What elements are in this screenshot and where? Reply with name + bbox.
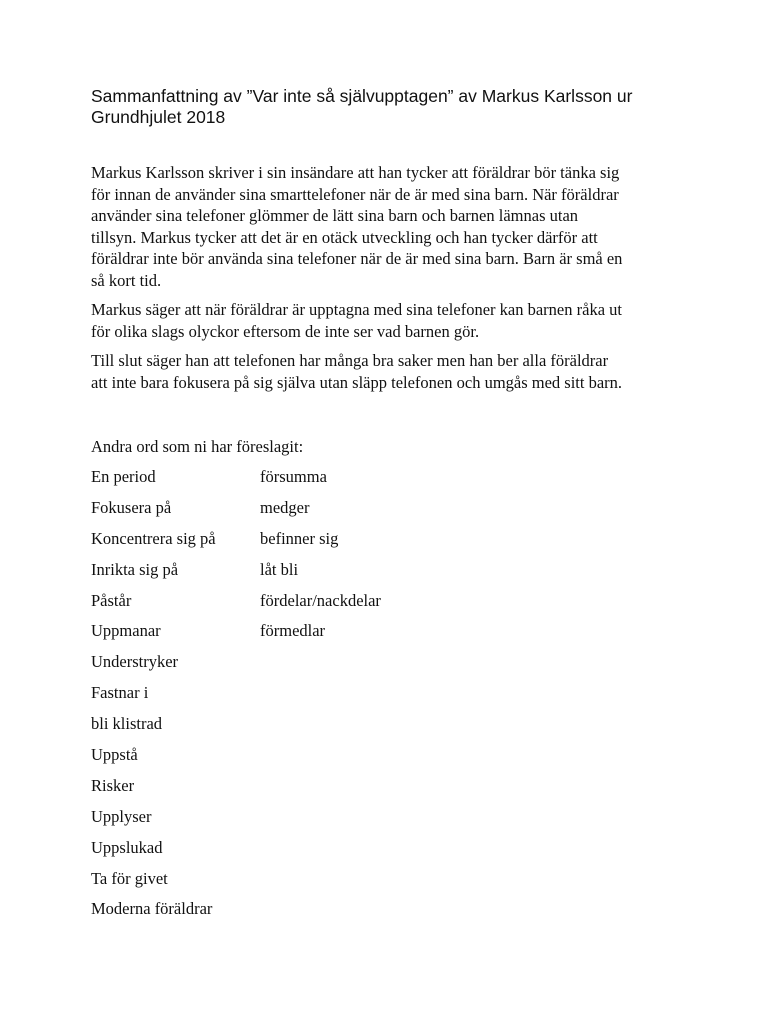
word-term: Ta för givet — [91, 868, 168, 888]
paragraph-line: för olika slags olyckor eftersom de inte ser vad barnen gör. — [91, 321, 480, 341]
word-alternative: försumma — [260, 467, 327, 486]
word-row — [91, 559, 611, 590]
paragraph-line: Markus Karlsson skriver i sin insändare att han tycker att föräldrar bör tänka sig — [91, 163, 620, 182]
word-term: En period — [91, 467, 156, 486]
word-row — [91, 837, 611, 868]
word-term: Koncentrera sig på — [91, 528, 216, 548]
word-row — [91, 528, 611, 559]
word-term: Moderna föräldrar — [91, 899, 213, 919]
word-term: Fastnar i — [91, 683, 149, 703]
title-line: Grundhjulet 2018 — [91, 107, 226, 127]
word-term: Risker — [91, 775, 135, 795]
paragraph-line: så kort tid. — [91, 270, 162, 290]
word-term: Fokusera på — [91, 497, 172, 517]
document-title — [91, 86, 691, 128]
word-row — [91, 713, 611, 744]
word-alternative: låt bli — [260, 559, 299, 579]
word-row — [91, 898, 611, 929]
paragraph-1 — [91, 162, 691, 291]
paragraph-line: använder sina telefoner glömmer de lätt sina barn och barnen lämnas utan — [91, 206, 579, 225]
word-term: Uppslukad — [91, 837, 163, 857]
word-list-heading: Andra ord som ni har föreslagit: — [91, 437, 304, 456]
word-term: Uppstå — [91, 745, 138, 765]
word-row — [91, 466, 611, 497]
word-row — [91, 775, 611, 806]
word-list — [91, 466, 611, 929]
paragraph-line: Markus säger att när föräldrar är upptagna med sina telefoner kan barnen råka ut — [91, 300, 622, 319]
word-row — [91, 806, 611, 837]
word-term: Påstår — [91, 590, 132, 610]
word-row — [91, 497, 611, 528]
title-line: Sammanfattning av ”Var inte så självupptagen” av Markus Karlsson ur — [91, 86, 633, 106]
word-term: Uppmanar — [91, 621, 161, 641]
word-alternative: fördelar/nackdelar — [260, 590, 381, 610]
word-alternative: befinner sig — [260, 528, 339, 548]
paragraph-line: tillsyn. Markus tycker att det är en otäck utveckling och han tycker därför att — [91, 227, 598, 247]
word-term: Inrikta sig på — [91, 559, 179, 579]
word-term: Understryker — [91, 652, 179, 672]
word-row — [91, 590, 611, 621]
word-row — [91, 651, 611, 682]
word-row — [91, 682, 611, 713]
word-term: bli klistrad — [91, 714, 163, 734]
summary-body — [91, 162, 691, 401]
word-alternative: medger — [260, 497, 310, 517]
word-term: Upplyser — [91, 806, 152, 826]
paragraph-line: för innan de använder sina smarttelefoner när de är med sina barn. När föräldrar — [91, 184, 619, 204]
word-alternative: förmedlar — [260, 621, 326, 641]
paragraph-line: att inte bara fokusera på sig själva utan släpp telefonen och umgås med sitt barn. — [91, 372, 623, 392]
word-row — [91, 620, 611, 651]
paragraph-line: föräldrar inte bör använda sina telefoner när de är med sina barn. Barn är små en — [91, 249, 623, 268]
paragraph-2 — [91, 299, 691, 342]
word-row — [91, 744, 611, 775]
paragraph-line: Till slut säger han att telefonen har många bra saker men han ber alla föräldrar — [91, 351, 609, 370]
paragraph-3 — [91, 350, 691, 393]
word-row — [91, 868, 611, 899]
